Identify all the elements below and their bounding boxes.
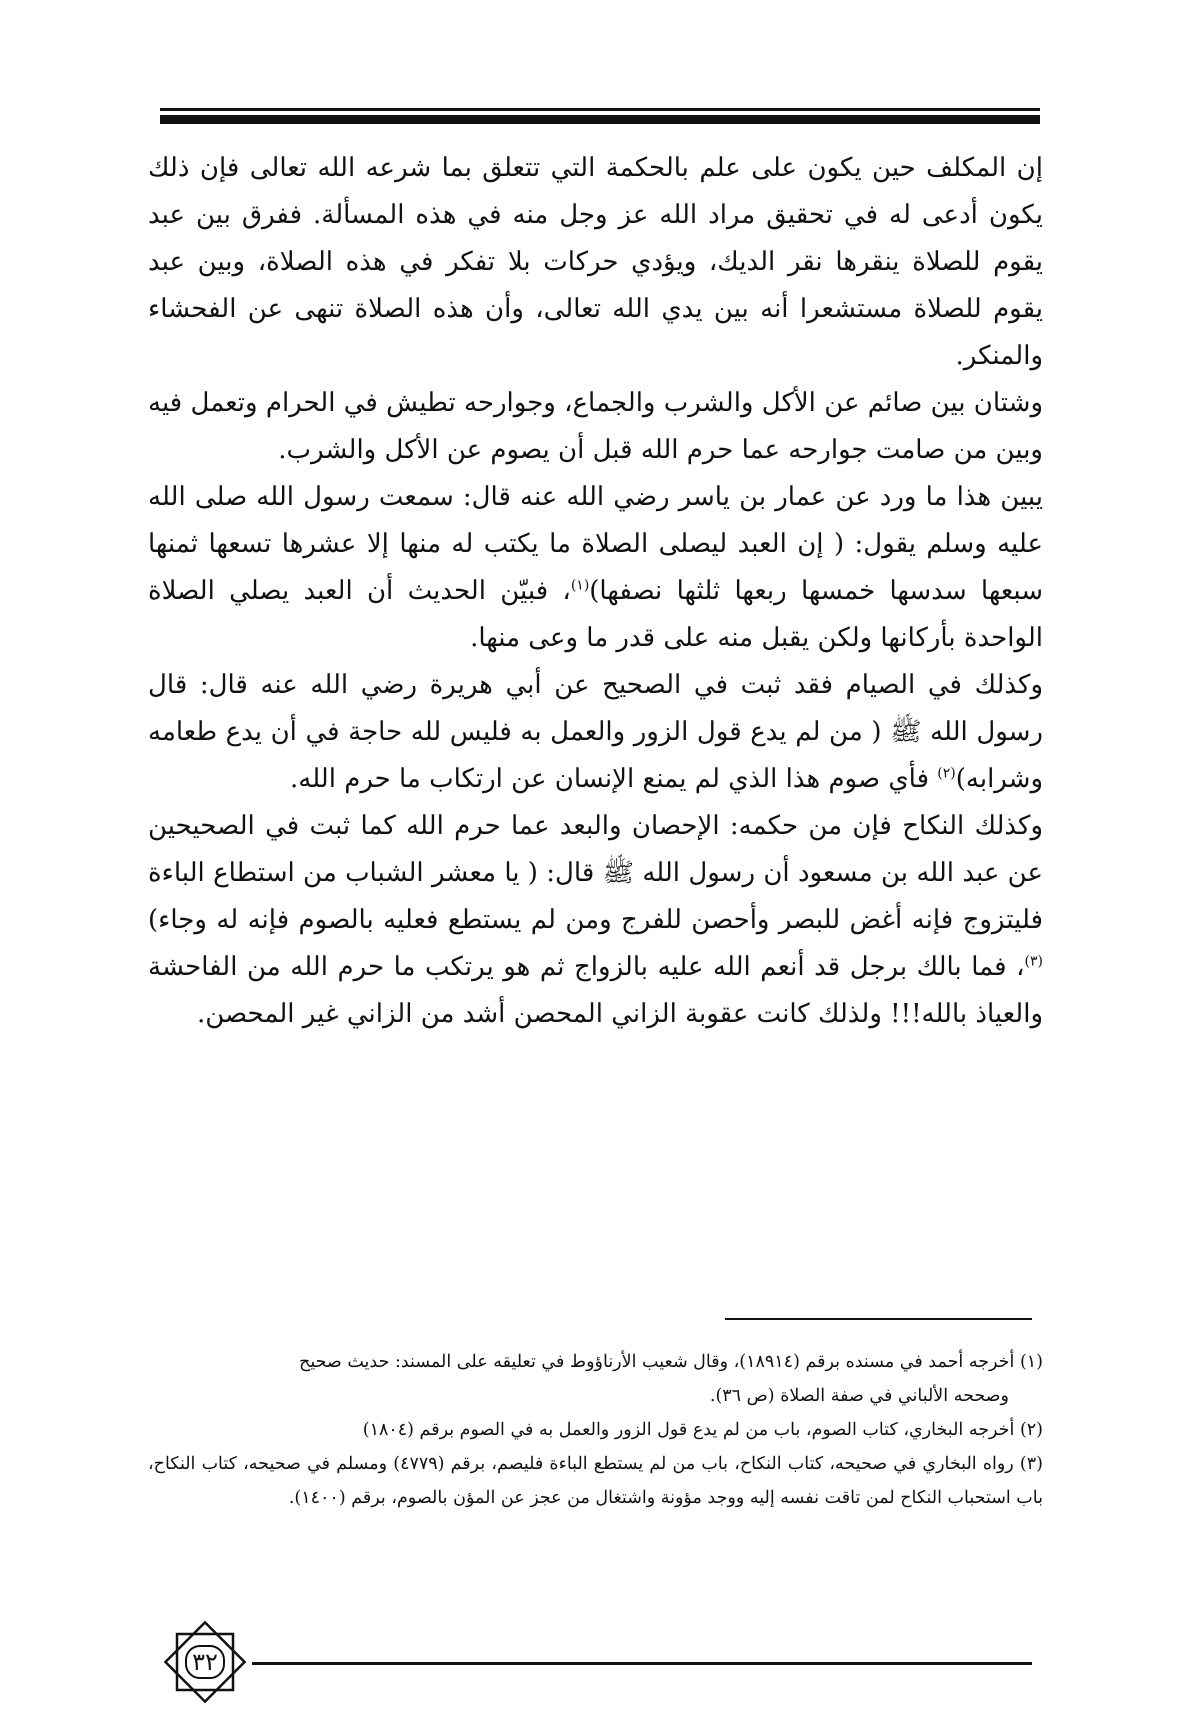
footnote-3: [148, 1447, 1043, 1515]
header-rule: [160, 108, 1040, 124]
body-text: [148, 145, 1043, 1038]
footnote-separator: [725, 1318, 1032, 1320]
paragraph-5: [148, 803, 1043, 1038]
footnote-text: أخرجه أحمد في مسنده برقم (١٨٩١٤)، وقال شعيب الأرناؤوط في تعليقه على المسند: حديث صحيح: [299, 1352, 1015, 1372]
paragraph-4-text: وكذلك في الصيام فقد ثبت في الصحيح عن أبي هريرة رضي الله عنه قال: قال رسول الله ﷺ ( من لم يدع قول الزور والعمل به فليس لله حاجة في أن يدع طعامه وشرابه): [148, 670, 1043, 794]
paragraph-5-text-end: ، فما بالك برجل قد أنعم الله عليه بالزواج ثم هو يرتكب ما حرم الله من الفاحشة والعياذ بالله!!! ولذلك كانت عقوبة الزاني المحصن أشد من الزاني غير المحصن.: [148, 952, 1043, 1029]
footnote-number: (١): [1019, 1352, 1043, 1372]
footer-rule: [252, 1662, 1032, 1665]
footnote-2: [148, 1413, 1043, 1447]
footnote-1-continuation: وصححه الألباني في صفة الصلاة (ص ٣٦).: [709, 1386, 1009, 1406]
footnote-number: (٢): [1019, 1420, 1043, 1440]
page-number-badge: [155, 1612, 255, 1712]
footnote-text: أخرجه البخاري، كتاب الصوم، باب من لم يدع قول الزور والعمل به في الصوم برقم (١٨٠٤): [362, 1420, 1015, 1440]
footnotes: [148, 1345, 1043, 1515]
paragraph-1: إن المكلف حين يكون على علم بالحكمة التي تتعلق بما شرعه الله تعالى فإن ذلك يكون أدعى له في تحقيق مراد الله عز وجل منه في هذه المسألة. ففرق بين عبد يقوم للصلاة ينقرها نقر الديك، ويؤدي حركات بلا تفكر في هذه الصلاة، وبين عبد يقوم للصلاة مستشعرا أنه بين يدي الله تعالى، وأن هذه الصلاة تنهى عن الفحشاء والمنكر.: [148, 153, 1043, 371]
paragraph-3-text-end: ، فبيّن الحديث أن العبد يصلي الصلاة الواحدة بأركانها ولكن يقبل منه على قدر ما وعى منها.: [148, 576, 1043, 653]
paragraph-5-text: وكذلك النكاح فإن من حكمه: الإحصان والبعد عما حرم الله كما ثبت في الصحيحين عن عبد الله بن مسعود أن رسول الله ﷺ قال: ( يا معشر الشباب من استطاع الباءة فليتزوج فإنه أغض للبصر وأحصن للفرج ومن لم يستطع فعليه بالصوم فإنه له وجاء): [148, 811, 1043, 935]
footnote-text: رواه البخاري في صحيحه، كتاب النكاح، باب من لم يستطع الباءة فليصم، برقم (٤٧٧٩) ومسلم في صحيحه، كتاب النكاح، باب استحباب النكاح لمن تاقت نفسه إليه ووجد مؤونة واشتغال من عجز عن المؤن بالصوم، برقم (١٤٠٠).: [148, 1454, 1043, 1508]
paragraph-4: [148, 662, 1043, 803]
footnote-ref-3[interactable]: (٣): [1024, 953, 1043, 970]
footnote-number: (٣): [1019, 1454, 1043, 1474]
paragraph-4-text-end: فأي صوم هذا الذي لم يمنع الإنسان عن ارتكاب ما حرم الله.: [290, 764, 938, 794]
paragraph-3: [148, 474, 1043, 662]
paragraph-3-text: يبين هذا ما ورد عن عمار بن ياسر رضي الله عنه قال: سمعت رسول الله صلى الله عليه وسلم يقول: ( إن العبد ليصلى الصلاة ما يكتب له منها إلا عشرها تسعها ثمنها سبعها سدسها خمسها ربعها ثلثها نصفها): [148, 482, 1043, 606]
page-number: ٣٢: [192, 1648, 218, 1676]
footnote-1: [148, 1345, 1043, 1379]
footnote-ref-1[interactable]: (١): [570, 577, 590, 594]
footnote-ref-2[interactable]: (٢): [937, 765, 956, 782]
paragraph-2: وشتان بين صائم عن الأكل والشرب والجماع، وجوارحه تطيش في الحرام وتعمل فيه وبين من صامت جوارحه عما حرم الله قبل أن يصوم عن الأكل والشرب.: [148, 388, 1043, 465]
